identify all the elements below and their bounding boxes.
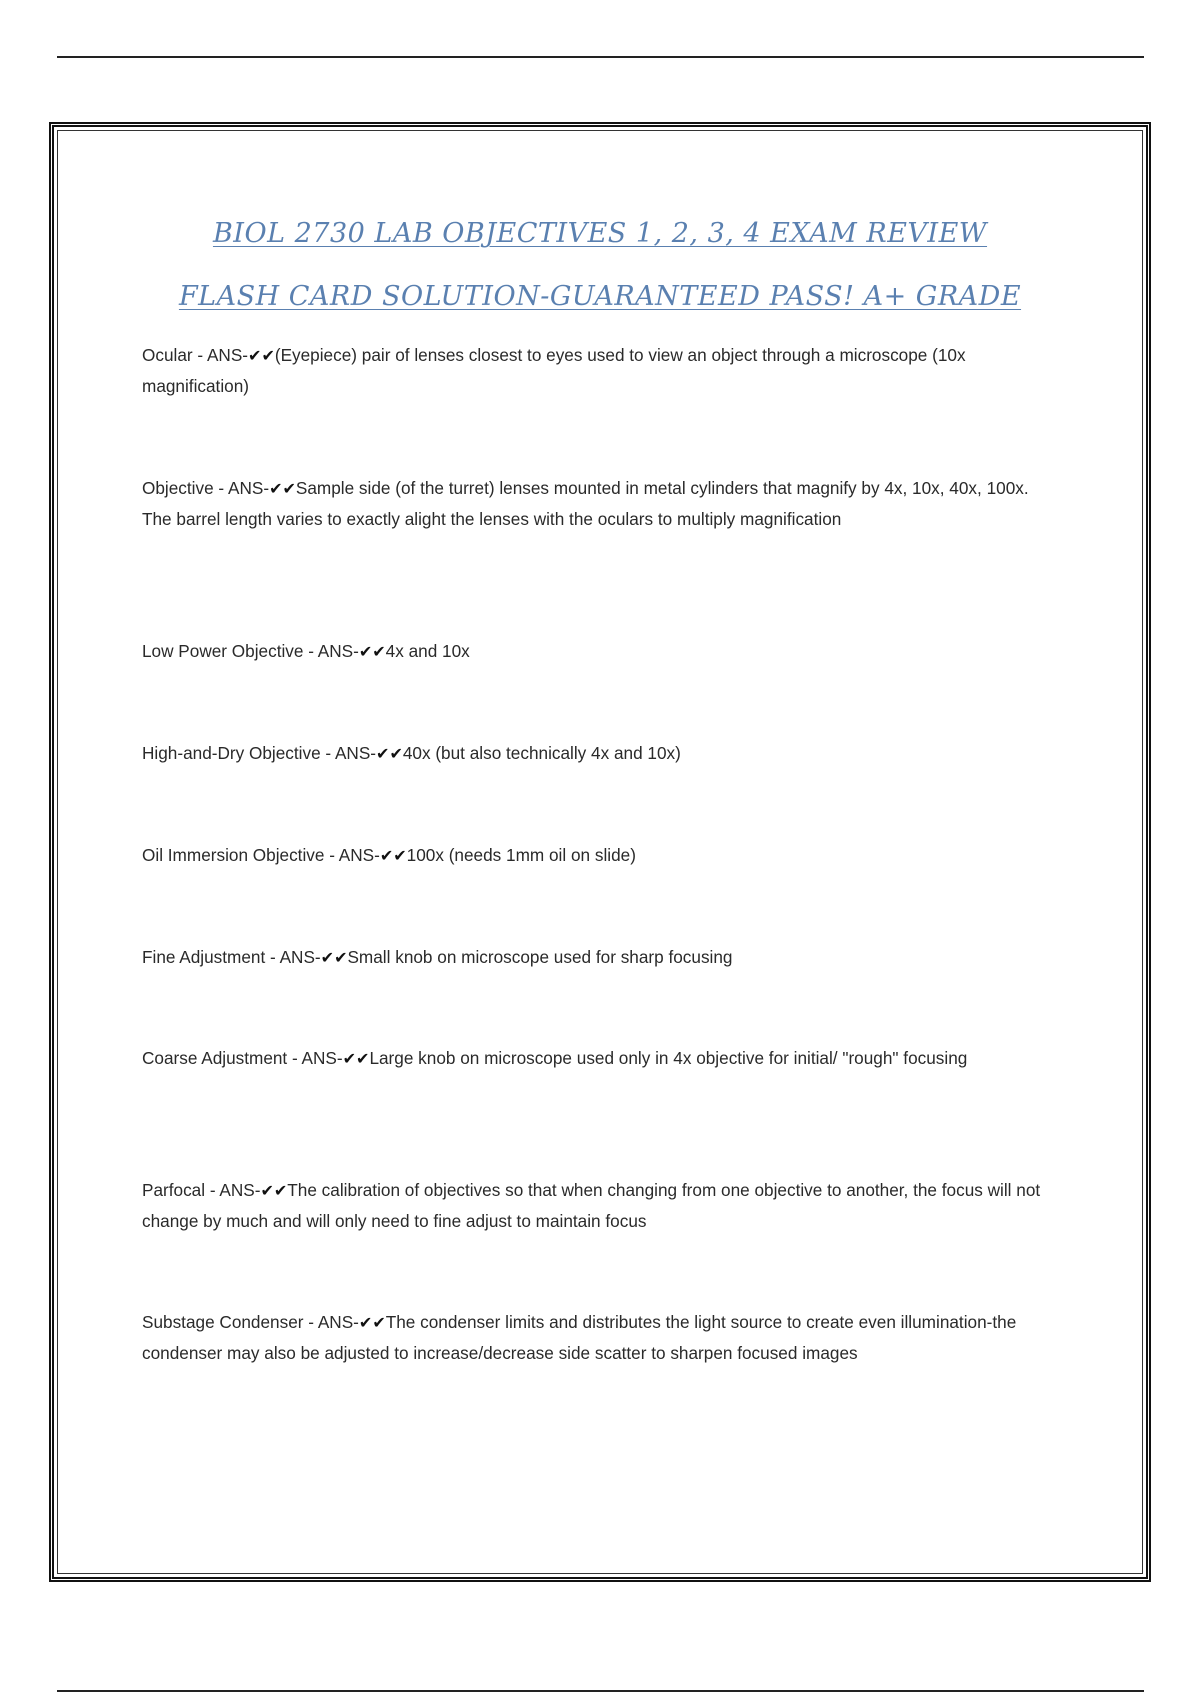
flashcard-entry: Ocular - ANS-✔✔(Eyepiece) pair of lenses closest to eyes used to view an object through a microscope (10x magnification) xyxy=(142,345,966,396)
flashcard-entry: Fine Adjustment - ANS-✔✔Small knob on microscope used for sharp focusing xyxy=(142,947,733,967)
flashcard-entry: Parfocal - ANS-✔✔The calibration of objectives so that when changing from one objective to another, the focus will not change by much and will only need to fine adjust to maintain focus xyxy=(142,1180,1041,1231)
check-marks-icon: ✔✔ xyxy=(358,1313,386,1332)
entry-term: Objective xyxy=(142,478,214,498)
check-marks-icon: ✔✔ xyxy=(342,1049,370,1068)
ans-label: ANS- xyxy=(219,1180,261,1200)
entry-answer: Sample side (of the turret) lenses mounted in metal cylinders that magnify by 4x, 10x, 40x, 100x. The barrel length varies to exactly alight the lenses with the oculars to multiply magnification xyxy=(142,478,1029,529)
document-title-line-2: FLASH CARD SOLUTION-GUARANTEED PASS! A+ GRADE xyxy=(178,281,1022,312)
entry-term: Fine Adjustment xyxy=(142,947,266,967)
ans-label: ANS- xyxy=(334,743,377,763)
flashcard-entry: Objective - ANS-✔✔Sample side (of the turret) lenses mounted in metal cylinders that magnify by 4x, 10x, 40x, 100x. The barrel length varies to exactly alight the lenses with the oculars to multiply magnification xyxy=(142,478,1029,529)
ans-label: ANS- xyxy=(227,478,270,498)
check-marks-icon: ✔✔ xyxy=(260,1181,288,1200)
check-marks-icon: ✔✔ xyxy=(376,744,403,763)
top-rule xyxy=(57,56,1144,58)
entry-term: Low Power Objective xyxy=(142,641,304,661)
check-marks-icon: ✔✔ xyxy=(320,948,348,967)
entry-term: Ocular xyxy=(142,345,193,365)
document-title-line-1: BIOL 2730 LAB OBJECTIVES 1, 2, 3, 4 EXAM REVIEW xyxy=(212,218,988,249)
entry-term: Coarse Adjustment xyxy=(142,1048,288,1068)
check-marks-icon: ✔✔ xyxy=(379,846,407,865)
ans-label: ANS- xyxy=(301,1048,343,1068)
entry-answer: 4x and 10x xyxy=(385,641,470,661)
entry-answer: Large knob on microscope used only in 4x objective for initial/ "rough" focusing xyxy=(369,1048,968,1068)
flashcard-entry: Oil Immersion Objective - ANS-✔✔100x (needs 1mm oil on slide) xyxy=(142,845,636,865)
check-marks-icon: ✔✔ xyxy=(248,346,275,365)
flashcard-entry: Coarse Adjustment - ANS-✔✔Large knob on microscope used only in 4x objective for initial/ "rough" focusing xyxy=(142,1048,968,1068)
entry-term: Oil Immersion Objective xyxy=(142,845,325,865)
entry-answer: 40x (but also technically 4x and 10x) xyxy=(402,743,681,763)
flashcard-entry: Substage Condenser - ANS-✔✔The condenser limits and distributes the light source to create even illumination-the condenser may also be adjusted to increase/decrease side scatter to sharpen focused images xyxy=(142,1312,1017,1363)
ans-label: ANS- xyxy=(206,345,249,365)
entry-answer: 100x (needs 1mm oil on slide) xyxy=(406,845,636,865)
entry-term: High-and-Dry Objective xyxy=(142,743,321,763)
check-marks-icon: ✔✔ xyxy=(269,479,296,498)
ans-label: ANS- xyxy=(317,641,359,661)
entry-answer: The calibration of objectives so that when changing from one objective to another, the focus will not change by much and will only need to fine adjust to maintain focus xyxy=(142,1180,1041,1231)
entry-answer: (Eyepiece) pair of lenses closest to eyes used to view an object through a microscope (10x magnification) xyxy=(142,345,966,396)
flashcard-entry: High-and-Dry Objective - ANS-✔✔40x (but also technically 4x and 10x) xyxy=(142,743,681,763)
entry-answer: The condenser limits and distributes the light source to create even illumination-the condenser may also be adjusted to increase/decrease side scatter to sharpen focused images xyxy=(142,1312,1017,1363)
ans-label: ANS- xyxy=(279,947,321,967)
entry-term: Substage Condenser xyxy=(142,1312,304,1332)
ans-label: ANS- xyxy=(338,845,380,865)
check-marks-icon: ✔✔ xyxy=(358,642,386,661)
entry-term: Parfocal xyxy=(142,1180,206,1200)
flashcard-entry: Low Power Objective - ANS-✔✔4x and 10x xyxy=(142,641,470,661)
entry-answer: Small knob on microscope used for sharp focusing xyxy=(347,947,733,967)
bottom-rule xyxy=(57,1690,1144,1692)
ans-label: ANS- xyxy=(317,1312,359,1332)
